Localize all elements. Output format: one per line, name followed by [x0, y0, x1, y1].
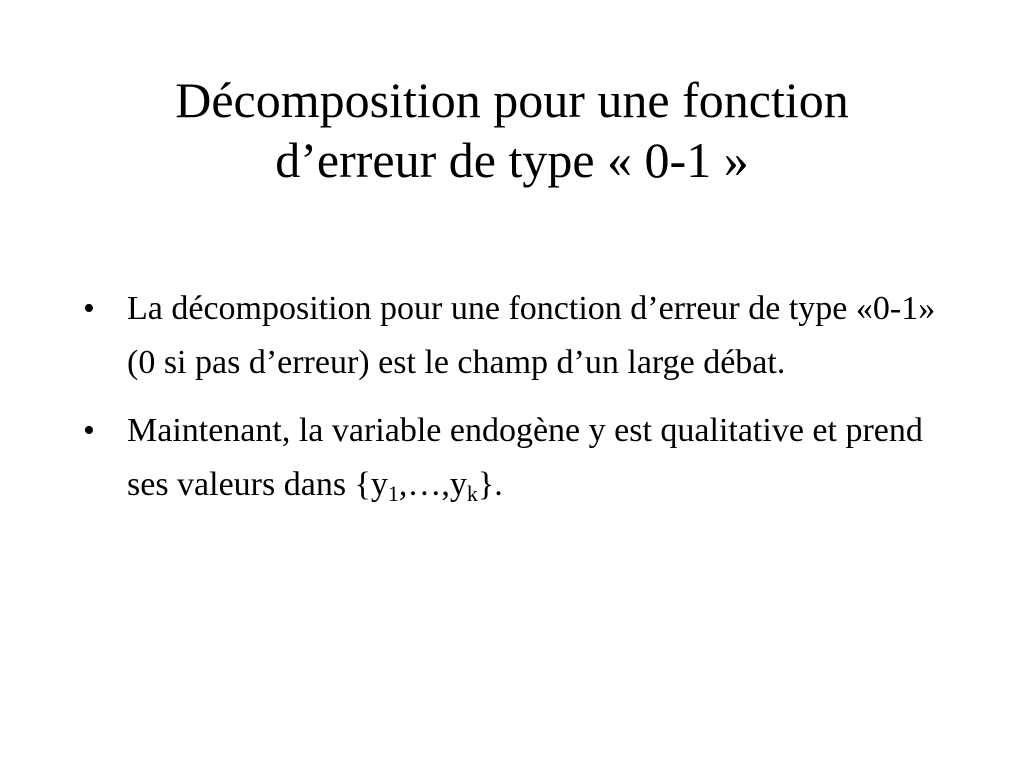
bullet-text-2-middle: ,…,y — [398, 466, 467, 503]
slide-title-line-2: d’erreur de type « 0-1 » — [275, 132, 749, 188]
slide-title-line-1: Décomposition pour une fonction — [175, 72, 849, 128]
bullet-marker: • — [83, 412, 95, 449]
bullet-text-1: La décomposition pour une fonction d’erreur de type «0-1» (0 si pas d’erreur) est le champ d’un large débat. — [127, 290, 936, 381]
bullet-text-2-end: }. — [477, 466, 503, 503]
bullet-marker: • — [83, 290, 95, 327]
bullet-text-2-start: Maintenant, la variable endogène y est qualitative et prend ses valeurs dans {y — [127, 412, 923, 503]
bullet-list — [83, 282, 963, 526]
bullet-item-2 — [83, 404, 963, 512]
bullet-item-1 — [83, 282, 963, 390]
slide-title — [60, 70, 964, 190]
bullet-text-2 — [127, 412, 923, 506]
subscript-1: 1 — [387, 481, 399, 506]
subscript-k: k — [466, 481, 478, 506]
